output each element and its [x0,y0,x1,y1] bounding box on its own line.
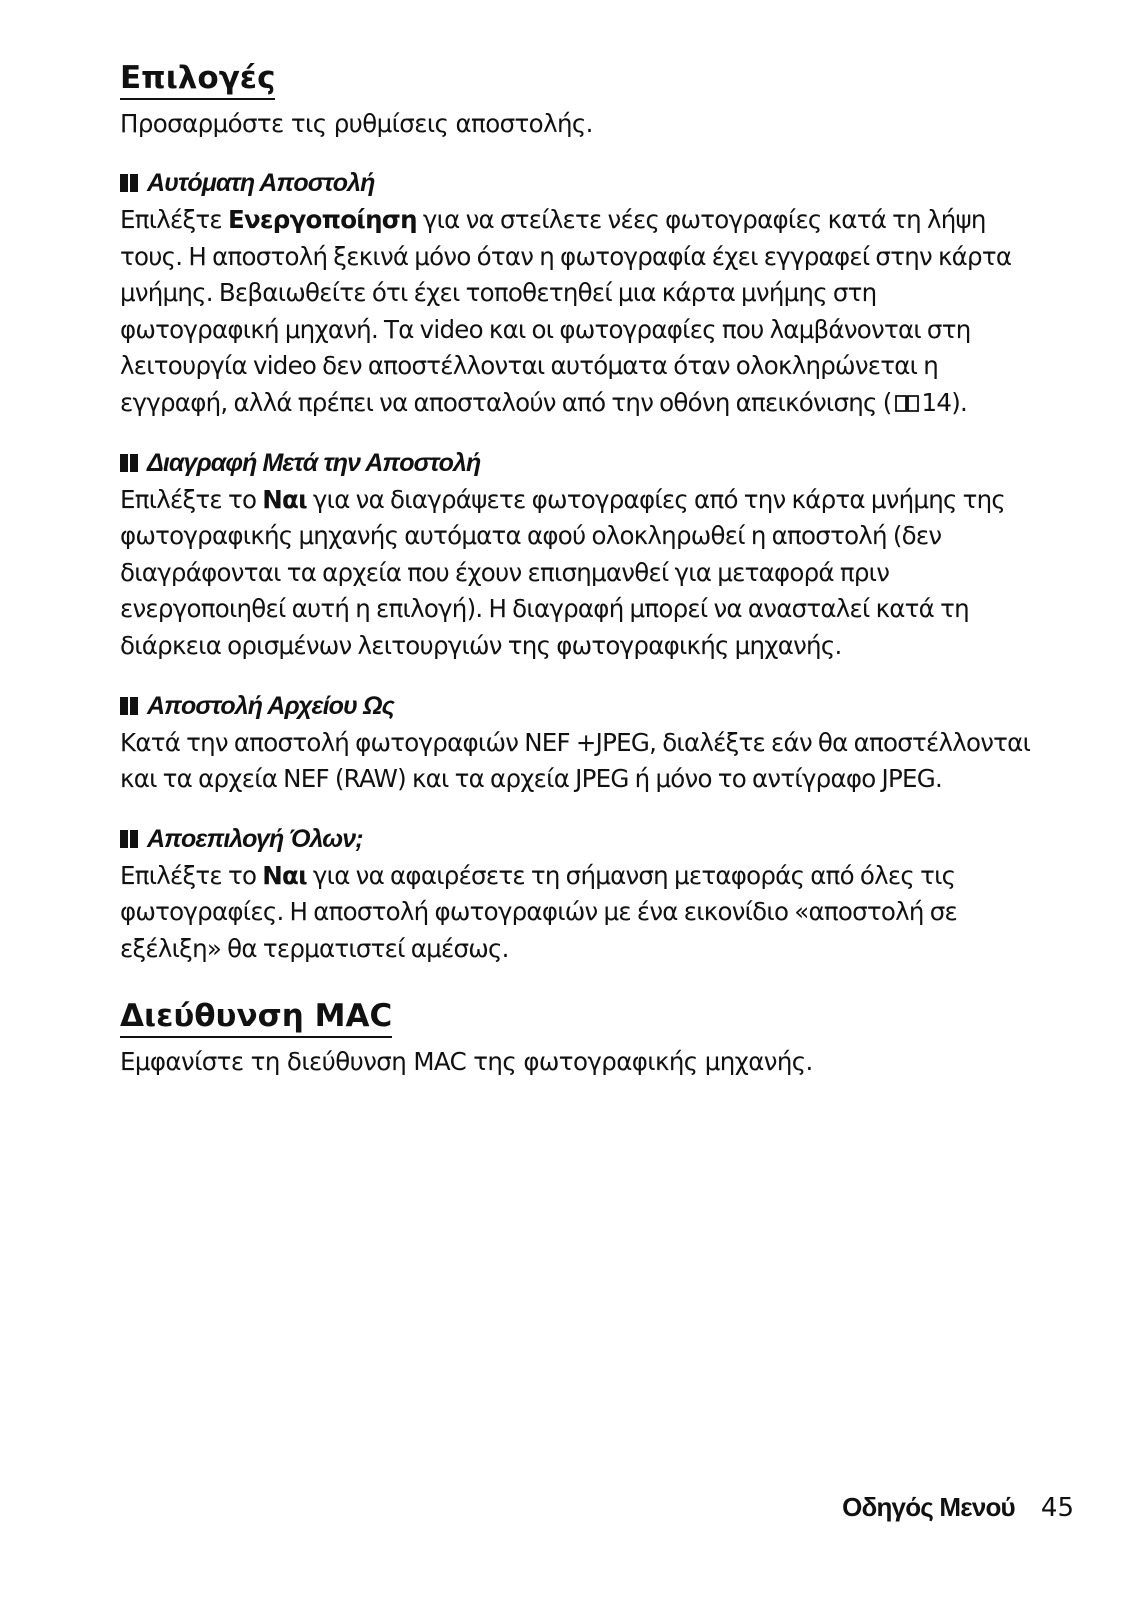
subsection-title: Αυτόματη Αποστολή [147,169,375,197]
mac-description: Εμφανίστε τη διεύθυνση MAC της φωτογραφικής μηχανής. [120,1046,813,1076]
subsection-body: Κατά την αποστολή φωτογραφιών NEF +JPEG, διαλέξτε εάν θα αποστέλλονται και τα αρχεία NEF (RAW) και τα αρχεία JPEG ή μόνο το αντίγραφο JPEG. [120,727,1031,794]
subsection-heading [120,166,1032,200]
subsection-title: Αποεπιλογή Όλων; [147,824,363,853]
option-value: Ναι [262,484,307,514]
double-bar-marker-icon [120,697,138,715]
subsection-title: Διαγραφή Μετά την Αποστολή [147,448,481,477]
options-intro: Προσαρμόστε τις ρυθμίσεις αποστολής. [120,109,593,138]
double-bar-marker-icon [120,454,138,472]
options-heading: Επιλογές [120,58,275,100]
subsection-body: Επιλέξτε το Ναι για να αφαιρέσετε τη σήμανση μεταφοράς από όλες τις φωτογραφίες. Η αποστολή φωτογραφιών με ένα εικονίδιο «αποστολή σε εξέλιξη» θα τερματιστεί αμέσως. [120,860,957,963]
double-bar-marker-icon [120,174,138,192]
book-reference-icon [894,393,920,413]
page-number: 45 [1040,1493,1074,1523]
double-bar-marker-icon [120,830,138,848]
mac-heading: Διεύθυνση MAC [120,996,392,1038]
option-value: Ναι [262,860,307,890]
footer-section-title: Οδηγός Μενού [842,1492,1015,1522]
page-reference: 14 [921,387,952,417]
subsection-body: Επιλέξτε το Ναι για να διαγράψετε φωτογραφίες από την κάρτα μνήμης της φωτογραφικής μηχανής αυτόματα αφού ολοκληρωθεί η αποστολή (δεν διαγράφονται τα αρχεία που έχουν επισημανθεί για μεταφορά πριν ενεργοποιηθεί αυτή η επιλογή). Η διαγραφή μπορεί να ανασταλεί κατά τη διάρκεια ορισμένων λειτουργιών της φωτογραφικής μηχανής. [120,484,1006,660]
subsection-body: Επιλέξτε Ενεργοποίηση για να στείλετε νέες φωτογραφίες κατά τη λήψη τους. Η αποστολή ξεκινά μόνο όταν η φωτογραφία έχει εγγραφεί στην κάρτα μνήμης. Βεβαιωθείτε ότι έχει τοποθετηθεί μια κάρτα μνήμης στη φωτογραφική μηχανή. Τα video και οι φωτογραφίες που λαμβάνονται στη λειτουργία video δεν αποστέλλονται αυτόματα όταν ολοκληρώνεται η εγγραφή, αλλά πρέπει να αποσταλούν από την οθόνη απεικόνισης ( 14). [120,205,1012,417]
subsection-title: Αποστολή Αρχείου Ως [147,691,394,720]
page-footer [842,1492,1074,1523]
page-content [120,58,1032,1080]
subsection-heading [120,446,1032,480]
option-value: Ενεργοποίηση [227,205,417,234]
subsection-heading [120,689,1032,723]
subsection-heading [120,822,1032,856]
